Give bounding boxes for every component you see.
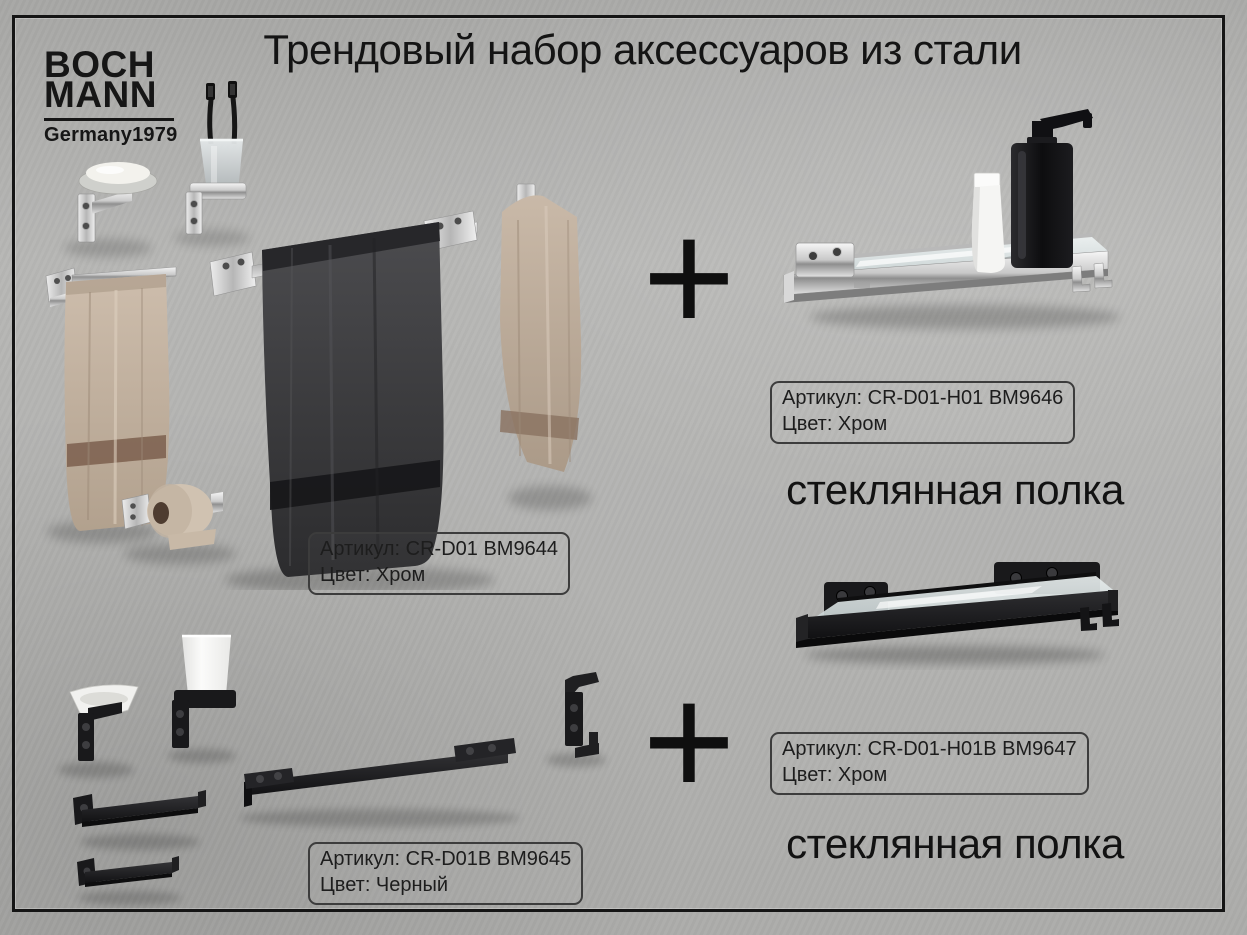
article-label-black-set <box>308 842 583 905</box>
brand-line2: MANN <box>44 74 157 116</box>
article-label-chrome-shelf <box>770 381 1075 444</box>
article-number-text: Артикул: CR-D01-H01 BM9646 <box>782 387 1064 409</box>
toilet-paper-holder-chrome <box>122 484 236 564</box>
article-label-chrome-set <box>308 532 570 595</box>
brand-tagline: Germany1979 <box>44 123 178 146</box>
article-color-text: Цвет: Хром <box>782 763 888 786</box>
brand-line1: BOCH <box>44 44 155 85</box>
article-number-text: Артикул: CR-D01B BM9645 <box>320 848 572 870</box>
glass-shelf-black <box>796 562 1119 648</box>
black-shelf-illustration <box>780 552 1140 670</box>
glass-shelf-caption-top: стеклянная полка <box>786 466 1124 513</box>
tumbler-black <box>168 636 236 763</box>
article-color-text: Цвет: Хром <box>320 563 426 586</box>
plus-icon-bottom: + <box>642 651 736 830</box>
towel-holder-short-black <box>73 790 206 850</box>
robe-hook-black <box>546 672 606 767</box>
article-color-text: Цвет: Хром <box>782 412 888 435</box>
article-number-text: Артикул: CR-D01-H01B BM9647 <box>782 738 1077 760</box>
article-number-text: Артикул: CR-D01 BM9644 <box>320 538 558 560</box>
page-title: Трендовый набор аксессуаров из стали <box>263 26 1022 73</box>
soap-dish-black <box>58 685 138 778</box>
cosmetic-tube <box>972 173 1005 273</box>
towel-hook-chrome <box>500 184 592 510</box>
article-color-text: Цвет: Черный <box>320 873 449 896</box>
chrome-set-illustration <box>30 74 640 590</box>
towel-bar-long-black <box>240 738 520 827</box>
glass-shelf-caption-bottom: стеклянная полка <box>786 820 1124 867</box>
chrome-shelf-illustration <box>770 85 1140 345</box>
soap-dish-chrome <box>64 162 157 257</box>
article-label-black-shelf <box>770 732 1089 795</box>
toothbrush-tumbler-chrome <box>174 81 250 246</box>
toilet-paper-holder-black <box>77 856 182 905</box>
plus-icon-top: + <box>642 187 736 366</box>
